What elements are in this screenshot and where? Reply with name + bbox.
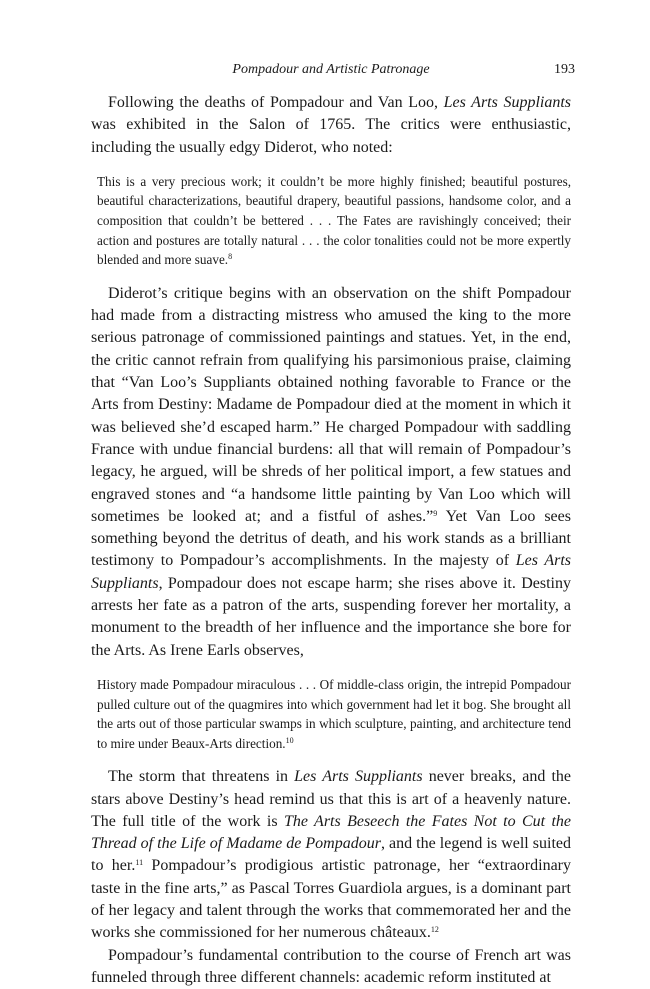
paragraph-1: Following the deaths of Pompadour and Van Loo, Les Arts Suppliants was exhibited in the Salon of 1765. The critics were enthusiastic, including the usually edgy Diderot, who noted: xyxy=(91,94,572,156)
block-quote-earls: History made Pompadour miraculous . . . Of middle-class origin, the intrepid Pompadour pulled culture out of the quagmires into which government had let it bog. She brought all the arts out of those particular swamps in which sculpture, painting, and architecture tend to mire under Beaux-Arts direction.$^{10}$ xyxy=(97,676,571,751)
footnote-ref[interactable]: 12 xyxy=(430,925,439,935)
running-title: Pompadour and Artistic Patronage xyxy=(232,62,430,77)
page-number: 193 xyxy=(554,62,575,77)
footnote-ref[interactable]: 10 xyxy=(285,735,294,745)
footnote-ref[interactable]: 9 xyxy=(433,508,438,518)
paragraph-2: Diderot’s critique begins with an observation on the shift Pompadour had made from a distracting mistress who amused the king to the more serious patronage of commissioned paintings and statues. Yet, in the end, the critic cannot refrain from qualifying his parsimonious praise, claiming that “Van Loo’s Suppliants obtained nothing favorable to France or the Arts from Destiny: Madame de Pompadour died at the moment in which it was believed she’d escaped harm.” He charged Pompadour with saddling France with undue financial burdens: all that will remain of Pompadour’s legacy, he argued, will be shreds of her political import, a few statues and engraved stones and “a handsome little painting by Van Loo which will sometimes be looked at; and a fistful of ashes.”$^9$ Yet Van Loo sees something beyond the detritus of death, and his work stands as a brilliant testimony to Pompadour’s accomplishments. In the majesty of Les Arts Suppliants, Pompadour does not escape harm; she rises above it. Destiny arrests her fate as a patron of the arts, suspending forever her mortality, a monument to the breadth of her influence and the importance she bore for the Arts. As Irene Earls observes, xyxy=(91,284,571,659)
running-head xyxy=(91,62,575,84)
book-page xyxy=(91,62,575,989)
work-title: Les Arts Suppliants xyxy=(91,552,571,592)
paragraph-4: Pompadour’s fundamental contribution to the course of French art was funneled through three different channels: academic reform instituted at xyxy=(91,946,571,986)
work-title: Les Arts Suppliants xyxy=(294,768,423,786)
footnote-ref[interactable]: 8 xyxy=(228,252,233,262)
paragraph-3: The storm that threatens in Les Arts Suppliants never breaks, and the stars above Destiny’s head remind us that this is art of a heavenly nature. The full title of the work is The Arts Beseech the Fates Not to Cut the Thread of the Life of Madame de Pompadour, and the legend is well suited to her.$^{11}$ Pompadour’s prodigious artistic patronage, her “extraordinary taste in the fine arts,” as Pascal Torres Guardiola argues, is a dominant part of her legacy and talent through the works that commemorated her and the works she commissioned for her numerous châteaux.$^{12}$ xyxy=(91,768,572,942)
block-quote-diderot: This is a very precious work; it couldn’t be more highly finished; beautiful postures, beautiful characterizations, beautiful drapery, beautiful passions, handsome color, and a composition that couldn’t be bettered . . . The Fates are ravishingly conceived; their action and postures are totally natural . . . the color tonalities could not be more expertly blended and more suave.$^8$ xyxy=(97,173,571,268)
footnote-ref[interactable]: 11 xyxy=(135,858,144,868)
work-title: Les Arts Suppliants xyxy=(443,94,572,111)
work-full-title: The Arts Beseech the Fates Not to Cut the Thread of the Life of Madame de Pompadour xyxy=(91,812,572,853)
